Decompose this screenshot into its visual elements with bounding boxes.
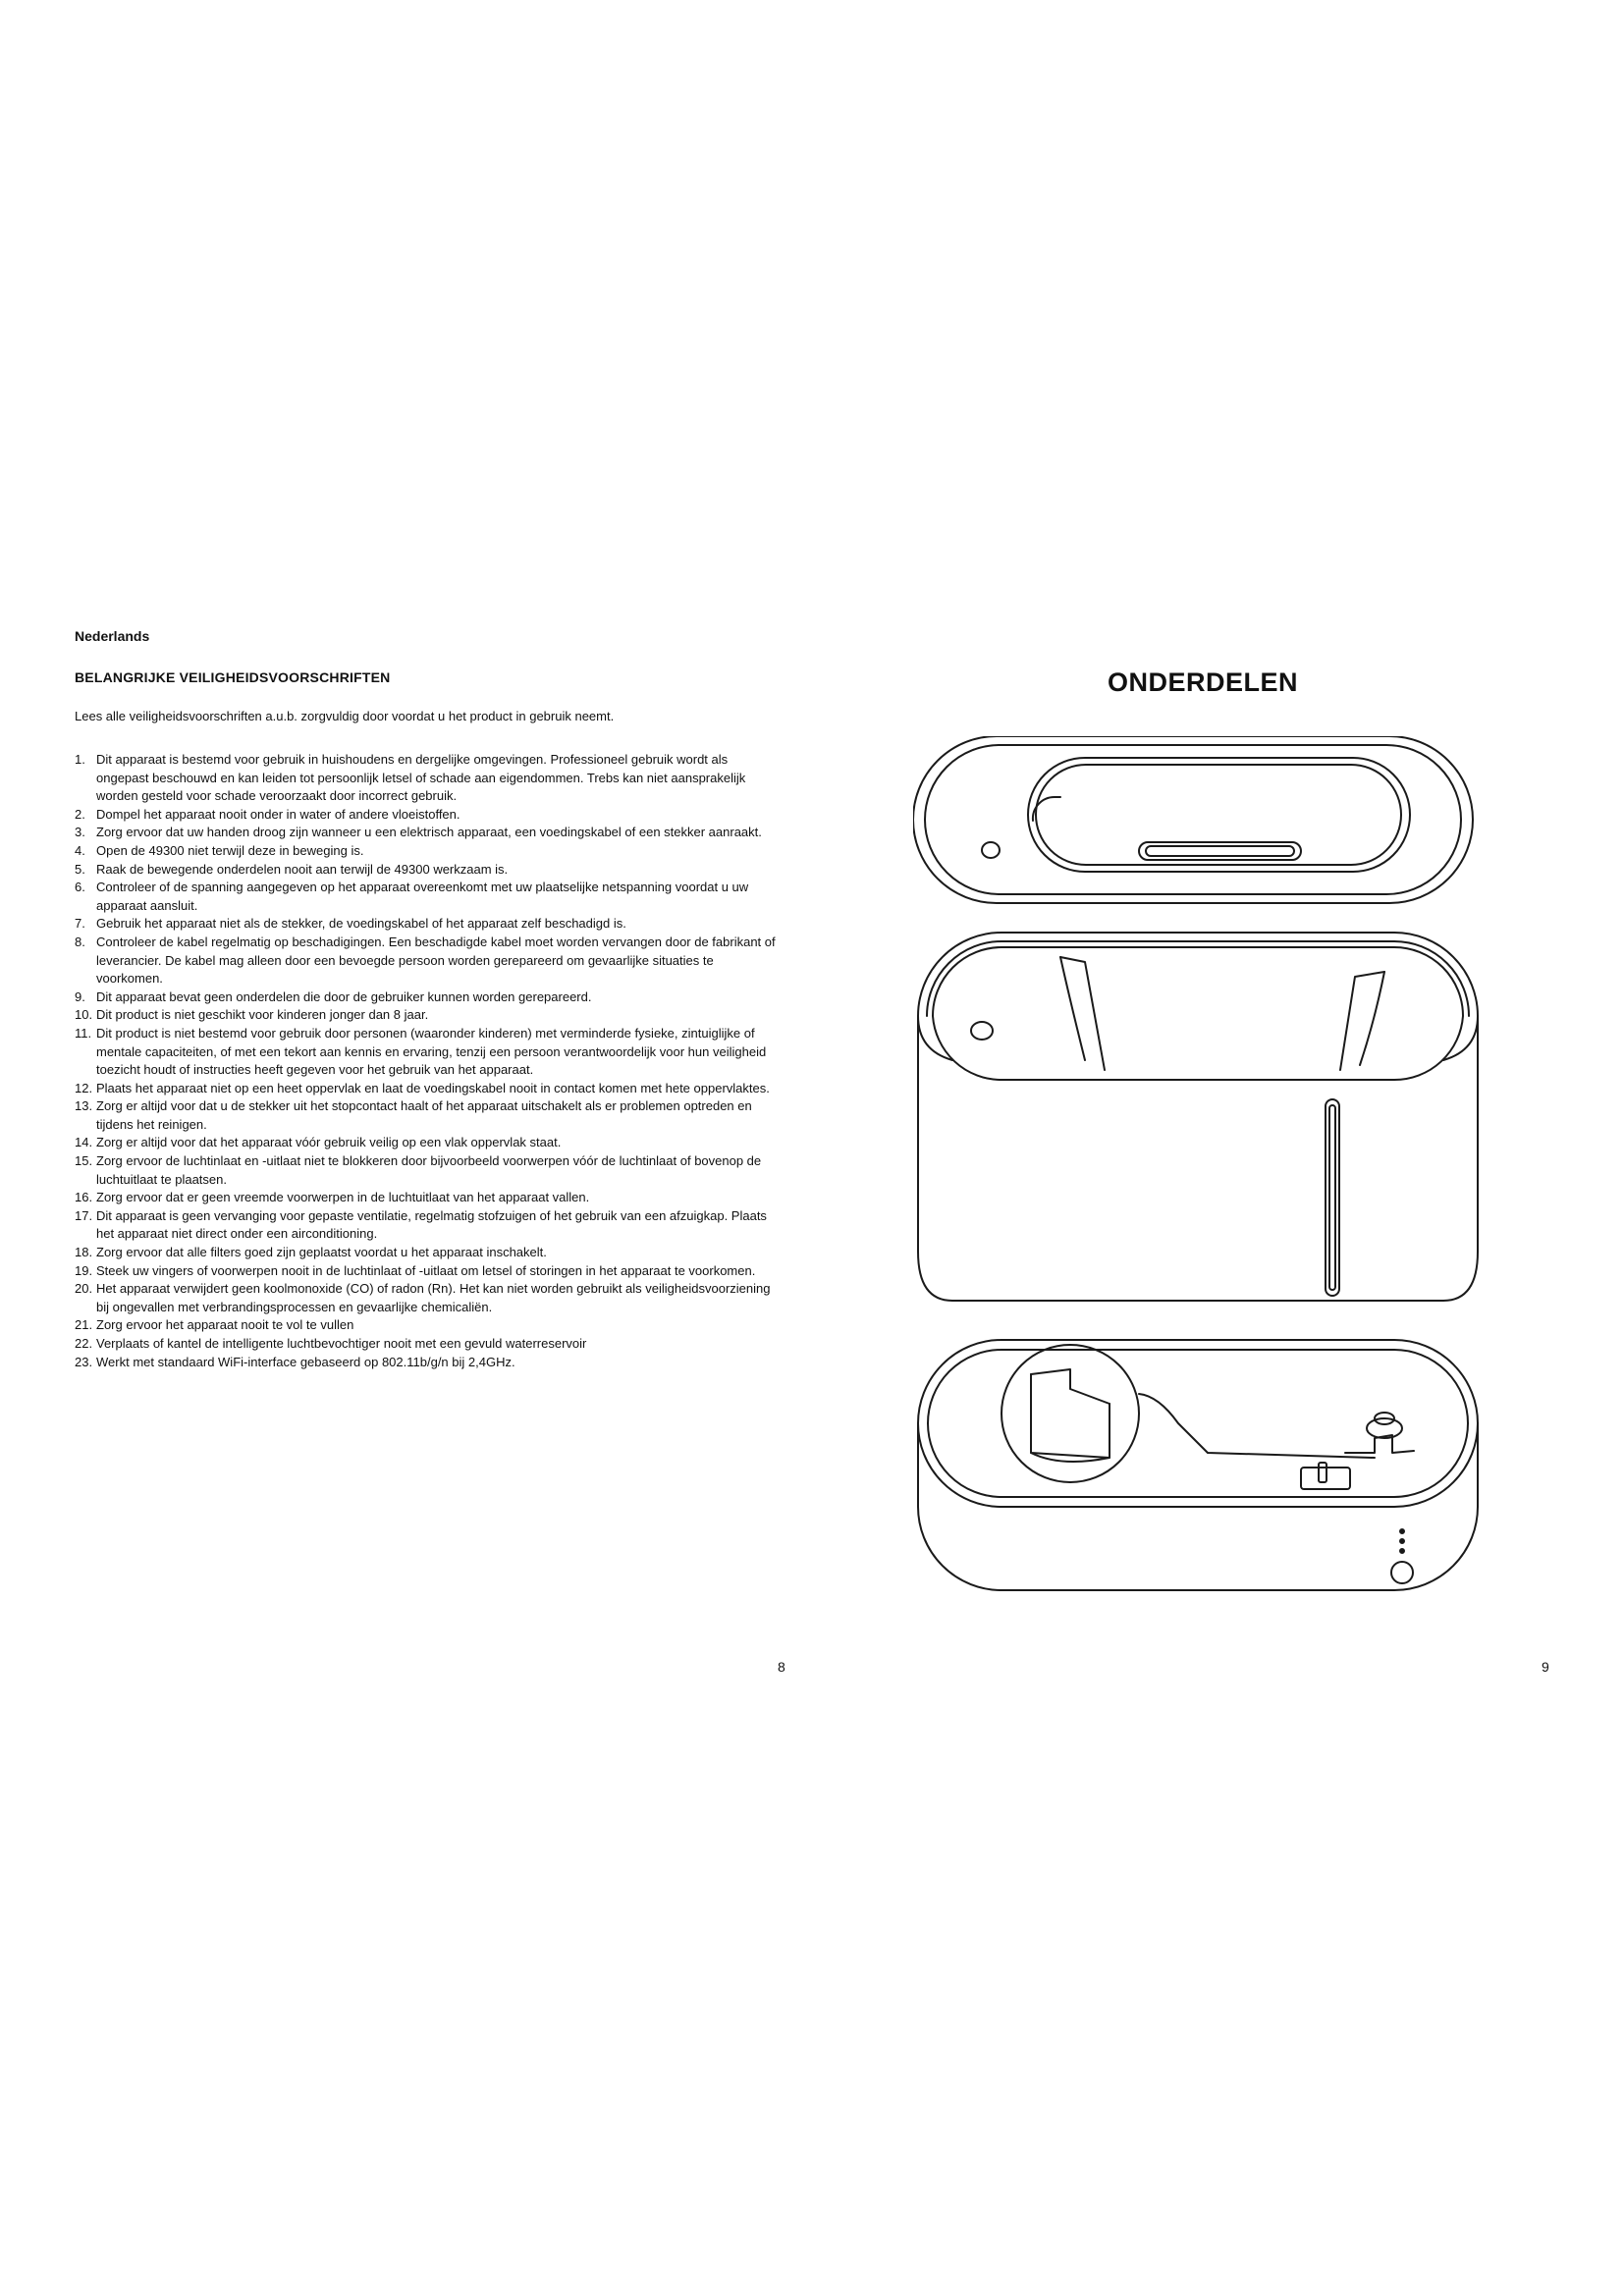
list-item-number: 10. [75, 1007, 93, 1023]
list-item-number: 9. [75, 988, 85, 1004]
list-item-text: Werkt met standaard WiFi-interface gebaseerd op 802.11b/g/n bij 2,4GHz. [96, 1354, 515, 1369]
safety-list-item [75, 1280, 821, 1316]
base-part [918, 1340, 1478, 1590]
list-item-text: Steek uw vingers of voorwerpen nooit in de luchtinlaat of -uitlaat om letsel of storingen in het apparaat te voorkomen. [96, 1262, 756, 1278]
language-label: Nederlands [75, 628, 150, 644]
safety-heading: BELANGRIJKE VEILIGHEIDSVOORSCHRIFTEN [75, 669, 391, 685]
list-item-text: Zorg ervoor de luchtinlaat en -uitlaat niet te blokkeren door bijvoorbeeld voorwerpen vóór de luchtinlaat of bovenop de luchtuitlaat te plaatsen. [96, 1153, 762, 1187]
list-item-text: Dit apparaat is geen vervanging voor gepaste ventilatie, regelmatig stofzuigen of het gebruik van een afzuigkap. Plaats het apparaat niet direct onder een airconditioning. [96, 1207, 767, 1242]
safety-list-item [75, 1189, 821, 1207]
list-item-text: Plaats het apparaat niet op een heet oppervlak en laat de voedingskabel nooit in contact komen met hete oppervlaktes. [96, 1080, 770, 1095]
list-item-text: Gebruik het apparaat niet als de stekker, de voedingskabel of het apparaat zelf beschadigd is. [96, 916, 626, 932]
list-item-number: 19. [75, 1262, 93, 1278]
list-item-text: Controleer of de spanning aangegeven op het apparaat overeenkomt met uw plaatselijke netspanning voordat u uw apparaat aansluit. [96, 880, 749, 913]
list-item-number: 21. [75, 1317, 93, 1333]
page-number-right: 9 [1542, 1659, 1549, 1675]
left-page [75, 628, 821, 1371]
list-item-text: Dit apparaat is bestemd voor gebruik in huishoudens en dergelijke omgevingen. Professioneel gebruik wordt als ongepast beschouwd en kan leiden tot persoonlijk letsel of schade aan eigendommen. Trebs kan niet aansprakelijk worden gesteld voor schade veroorzaakt door incorrect gebruik. [96, 752, 746, 804]
safety-list-item [75, 751, 821, 806]
list-item-number: 15. [75, 1153, 93, 1169]
list-item-number: 11. [75, 1025, 92, 1041]
safety-list-item [75, 1244, 821, 1262]
list-item-number: 16. [75, 1190, 93, 1205]
list-item-text: Verplaats of kantel de intelligente luchtbevochtiger nooit met een gevuld waterreservoir [96, 1336, 587, 1351]
humidifier-parts-drawing [913, 736, 1483, 1600]
parts-title: ONDERDELEN [1107, 667, 1298, 697]
list-item-number: 12. [75, 1080, 93, 1095]
list-item-text: Dit apparaat bevat geen onderdelen die door de gebruiker kunnen worden gerepareerd. [96, 988, 592, 1004]
safety-list-item [75, 824, 821, 842]
safety-list-item [75, 1006, 821, 1025]
safety-list-item [75, 1262, 821, 1281]
list-item-number: 1. [75, 752, 85, 767]
safety-list-item [75, 842, 821, 861]
safety-list-item [75, 879, 821, 915]
safety-list-item [75, 915, 821, 934]
list-item-text: Zorg er altijd voor dat het apparaat vóór gebruik veilig op een vlak oppervlak staat. [96, 1135, 562, 1150]
list-item-text: Zorg ervoor dat er geen vreemde voorwerpen in de luchtuitlaat van het apparaat vallen. [96, 1190, 590, 1205]
list-item-number: 14. [75, 1135, 93, 1150]
list-item-number: 2. [75, 806, 85, 822]
list-item-text: Dompel het apparaat nooit onder in water of andere vloeistoffen. [96, 806, 460, 822]
list-item-text: Zorg er altijd voor dat u de stekker uit het stopcontact haalt of het apparaat uitschakelt als er problemen optreden en tijdens het reinigen. [96, 1098, 752, 1132]
list-item-text: Zorg ervoor het apparaat nooit te vol te vullen [96, 1317, 354, 1333]
safety-list-item [75, 988, 821, 1007]
list-item-text: Open de 49300 niet terwijl deze in beweging is. [96, 842, 364, 858]
list-item-number: 22. [75, 1336, 93, 1351]
list-item-text: Raak de bewegende onderdelen nooit aan terwijl de 49300 werkzaam is. [96, 861, 509, 877]
list-item-text: Dit product is niet bestemd voor gebruik door personen (waaronder kinderen) met verminderde fysieke, zintuiglijke of mentale capaciteiten, of met een tekort aan kennis en ervaring, tenzij een persoon verantwoordelijk voor hun veiligheid toezicht houdt of instructies heeft gegeven voor het gebruik van het apparaat. [96, 1025, 767, 1078]
list-item-number: 5. [75, 861, 85, 877]
list-item-number: 20. [75, 1281, 93, 1297]
list-item-text: Dit product is niet geschikt voor kinderen jonger dan 8 jaar. [96, 1007, 429, 1023]
safety-list-item [75, 934, 821, 988]
list-item-text: Zorg ervoor dat alle filters goed zijn geplaatst voordat u het apparaat inschakelt. [96, 1245, 547, 1260]
water-tank-part [918, 933, 1478, 1301]
lid-part [913, 736, 1473, 903]
safety-list-item [75, 1025, 821, 1080]
list-item-text: Zorg ervoor dat uw handen droog zijn wanneer u een elektrisch apparaat, een voedingskabel of een stekker aanraakt. [96, 825, 762, 840]
safety-list-item [75, 1335, 821, 1354]
safety-list-item [75, 1316, 821, 1335]
safety-list [75, 751, 821, 1371]
list-item-number: 8. [75, 934, 85, 949]
safety-list-item [75, 1207, 821, 1244]
safety-list-item [75, 1134, 821, 1152]
safety-list-item [75, 806, 821, 825]
list-item-text: Controleer de kabel regelmatig op beschadigingen. Een beschadigde kabel moet worden vervangen door de fabrikant of leverancier. De kabel mag alleen door een bevoegde persoon worden gerepareerd om gevaarlijke situaties te voorkomen. [96, 934, 776, 987]
safety-list-item [75, 1080, 821, 1098]
page-number-left: 8 [778, 1659, 785, 1675]
safety-list-item [75, 1152, 821, 1189]
safety-list-item [75, 861, 821, 880]
list-item-number: 3. [75, 825, 85, 840]
safety-list-item [75, 1354, 821, 1372]
list-item-number: 17. [75, 1207, 93, 1223]
intro-paragraph: Lees alle veiligheidsvoorschriften a.u.b. zorgvuldig door voordat u het product in gebruik neemt. [75, 709, 615, 723]
list-item-number: 23. [75, 1354, 93, 1369]
list-item-number: 13. [75, 1098, 93, 1114]
list-item-number: 4. [75, 842, 85, 858]
list-item-number: 7. [75, 916, 85, 932]
list-item-number: 6. [75, 880, 85, 895]
safety-list-item [75, 1097, 821, 1134]
list-item-number: 18. [75, 1245, 93, 1260]
list-item-text: Het apparaat verwijdert geen koolmonoxide (CO) of radon (Rn). Het kan niet worden gebruikt als veiligheidsvoorziening bij ongevallen met verbrandingsprocessen en gevaarlijke chemicaliën. [96, 1281, 771, 1314]
